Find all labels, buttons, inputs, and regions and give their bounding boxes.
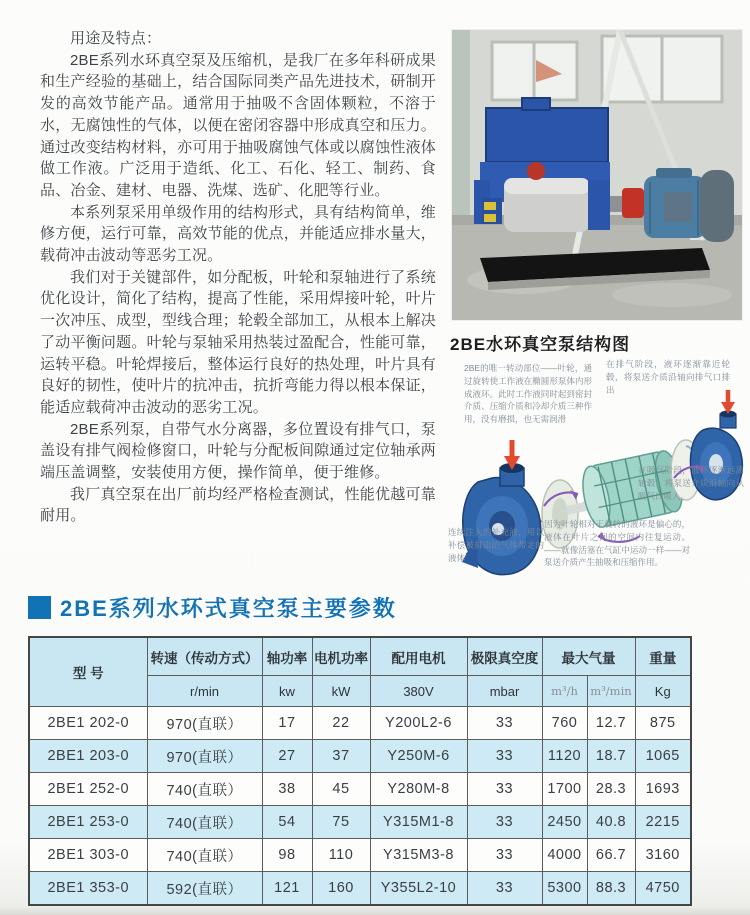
col-header-model: 型 号 — [29, 637, 147, 707]
table-cell: 970(直联） — [147, 740, 262, 773]
intro-paragraph: 2BE系列泵，自带气水分离器，多位置设有排气口，泵盖设有排气阀检修窗口，叶轮与分配板间隙通过定位轴承两端压盖调整，安装使用方便，操作简单，便于维修。 — [40, 420, 436, 482]
table-cell: 3160 — [635, 839, 691, 872]
table-cell: 27 — [262, 740, 312, 773]
table-row — [29, 773, 691, 806]
table-cell: 970(直联） — [147, 707, 262, 740]
unit-motor: 380V — [370, 676, 467, 707]
col-header-speed: 转速（传动方式） — [147, 637, 262, 676]
table-cell: 38 — [262, 773, 312, 806]
table-cell: 740(直联） — [147, 806, 262, 839]
unit-shaft-power: kw — [262, 676, 312, 707]
table-cell: Y355L2-10 — [370, 872, 467, 906]
table-cell: 40.8 — [587, 806, 635, 839]
table-cell: 33 — [467, 707, 542, 740]
table-cell: 37 — [312, 740, 370, 773]
table-row — [29, 740, 691, 773]
intro-text-block — [40, 28, 436, 527]
params-table-body — [29, 707, 691, 906]
table-cell: 160 — [312, 872, 370, 906]
table-row — [29, 806, 691, 839]
table-cell: 88.3 — [587, 872, 635, 906]
table-cell: 2BE1 202-0 — [29, 707, 147, 740]
table-row — [29, 707, 691, 740]
table-cell: 18.7 — [587, 740, 635, 773]
table-cell: 740(直联） — [147, 773, 262, 806]
table-cell: 33 — [467, 806, 542, 839]
table-cell: 17 — [262, 707, 312, 740]
table-row — [29, 872, 691, 906]
table-cell: 66.7 — [587, 839, 635, 872]
table-cell: 2BE1 203-0 — [29, 740, 147, 773]
table-cell: 5300 — [542, 872, 587, 906]
table-cell: 1700 — [542, 773, 587, 806]
table-cell: Y315M3-8 — [370, 839, 467, 872]
table-cell: 2BE1 353-0 — [29, 872, 147, 906]
table-cell: 4750 — [635, 872, 691, 906]
table-cell: Y280M-8 — [370, 773, 467, 806]
table-cell: Y315M1-8 — [370, 806, 467, 839]
table-cell: 592(直联） — [147, 872, 262, 906]
annotation-makeup: 连续注入的补充液，用以补偿被排出的气体带走的液体 — [448, 527, 544, 563]
table-cell: 2BE1 252-0 — [29, 773, 147, 806]
table-cell: 1120 — [542, 740, 587, 773]
blue-square-bullet-icon — [28, 596, 51, 619]
table-cell: 2BE1 253-0 — [29, 806, 147, 839]
diagram-title: 2BE水环真空泵结构图 — [450, 335, 631, 354]
intro-paragraph: 2BE系列水环真空泵及压缩机，是我厂在多年科研成果和生产经验的基础上，结合国际同类产品先进技术，研制开发的高效节能产品。通常用于抽吸不含固体颗粒，不溶于水，无腐蚀性的气体，以便在密闭容器中形成真空和压力。通过改变结构材料，亦可用于抽吸腐蚀气体或以腐蚀性液体做工作液。广泛用于造纸、化工、石化、轻工、制药、食品、冶金、建材、电器、洗煤、选矿、化肥等行业。 — [40, 51, 436, 199]
table-cell: 110 — [312, 839, 370, 872]
unit-weight: Kg — [635, 676, 691, 707]
unit-motor-power: kW — [312, 676, 370, 707]
intro-paragraph: 我们对于关键部件，如分配板，叶轮和泵轴进行了系统优化设计，简化了结构，提高了性能，采用焊接叶轮，叶片一次冲压、成型，型线合理；轮毂全部加工，从根本上解决了动平衡问题。叶轮与泵轴采用热装过盈配合，性能可靠，运转平稳。叶轮焊接后，整体运行良好的热处理，叶片具有良好的韧性，使叶片的抗冲击，抗折弯能力得以根本保证，能适应载荷冲击波动的恶劣工况。 — [40, 268, 436, 416]
unit-capacity-h: m³/h — [542, 676, 587, 707]
params-table — [28, 636, 692, 906]
col-header-weight: 重量 — [635, 637, 691, 676]
col-header-motor-power: 电机功率 — [312, 637, 370, 676]
table-cell: 33 — [467, 773, 542, 806]
table-cell: 22 — [312, 707, 370, 740]
table-cell: 1693 — [635, 773, 691, 806]
pump-photo — [452, 30, 742, 320]
table-cell: 12.7 — [587, 707, 635, 740]
table-cell: 45 — [312, 773, 370, 806]
table-cell: 740(直联） — [147, 839, 262, 872]
annotation-suction: 在吸气阶段，液环逐渐远离轮毂，将泵送介质沿轴向从吸气口吸入。 — [638, 465, 744, 501]
intro-paragraph: 本系列泵采用单级作用的结构形式，具有结构简单，维修方便，运行可靠，高效节能的优点，并能适应排水量大，载荷冲击波动等恶劣工况。 — [40, 203, 436, 265]
table-cell: 760 — [542, 707, 587, 740]
table-cell: 121 — [262, 872, 312, 906]
structure-diagram — [448, 330, 748, 592]
intro-paragraph: 我厂真空泵在出厂前均经严格检查测试，性能优越可靠耐用。 — [40, 485, 436, 525]
col-header-capacity: 最大气量 — [542, 637, 635, 676]
table-cell: 2215 — [635, 806, 691, 839]
col-header-shaft-power: 轴功率 — [262, 637, 312, 676]
table-cell: 75 — [312, 806, 370, 839]
table-cell: 28.3 — [587, 773, 635, 806]
table-cell: 54 — [262, 806, 312, 839]
table-cell: Y200L2-6 — [370, 707, 467, 740]
table-cell: 2450 — [542, 806, 587, 839]
col-header-motor: 配用电机 — [370, 637, 467, 676]
params-section-header — [28, 592, 397, 623]
annotation-piston: 因为叶轮相对于旋转的液环是偏心的，液体在叶片之间的空间内往复运动。——就像活塞在气缸中运动一样——对泵送介质产生抽吸和压缩作用。 — [544, 519, 690, 568]
table-cell: 98 — [262, 839, 312, 872]
col-header-vacuum: 极限真空度 — [467, 637, 542, 676]
table-cell: 33 — [467, 740, 542, 773]
unit-vacuum: mbar — [467, 676, 542, 707]
table-cell: 1065 — [635, 740, 691, 773]
unit-speed: r/min — [147, 676, 262, 707]
unit-capacity-min: m³/min — [587, 676, 635, 707]
intro-heading: 用途及特点： — [70, 30, 162, 47]
table-cell: 33 — [467, 839, 542, 872]
annotation-exhaust: 在排气阶段，液环逐渐靠近轮毂，将泵送介质沿轴向排气口排出 — [606, 359, 730, 395]
table-cell: 2BE1 303-0 — [29, 839, 147, 872]
params-section-title: 2BE系列水环式真空泵主要参数 — [60, 596, 397, 621]
table-header-row — [29, 637, 691, 676]
table-cell: Y250M-6 — [370, 740, 467, 773]
table-cell: 4000 — [542, 839, 587, 872]
table-cell: 33 — [467, 872, 542, 906]
table-row — [29, 839, 691, 872]
annotation-rotor: 2BE的唯一转动部位——叶轮，通过旋转使工作液在椭圆形泵体内形成液环。此时工作液同时起到密封介质、压缩介质和冷却介质三种作用，没有磨损，也无需润滑 — [464, 363, 592, 424]
table-cell: 875 — [635, 707, 691, 740]
